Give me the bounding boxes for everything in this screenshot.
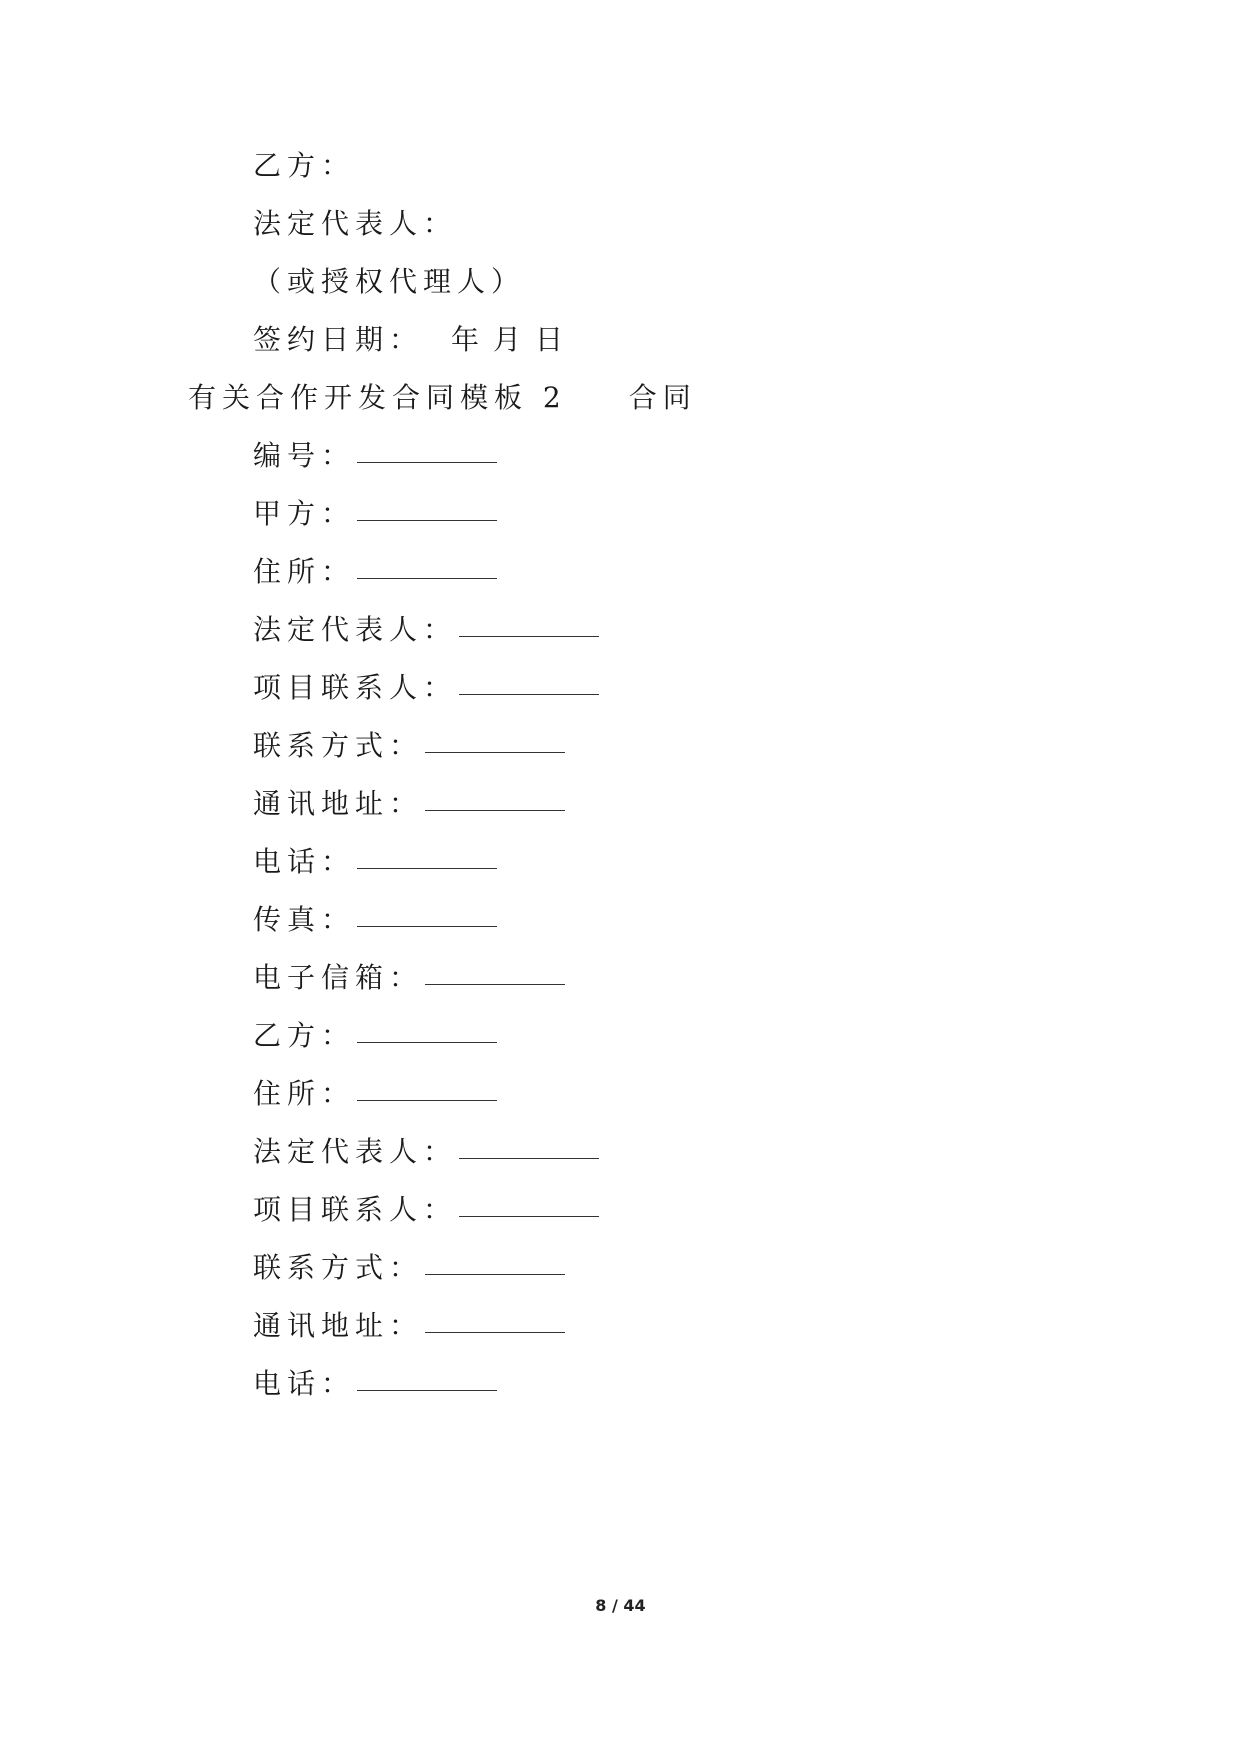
blank-line — [425, 956, 565, 985]
blank-line — [425, 724, 565, 753]
field-row — [253, 552, 497, 592]
date-year: 年 — [451, 323, 486, 356]
date-day: 日 — [535, 323, 570, 356]
sign-date-label: 签约日期： — [253, 323, 424, 356]
field-row — [253, 1364, 497, 1404]
blank-line — [357, 1072, 497, 1101]
blank-line — [357, 1014, 497, 1043]
page-number: 8 / 44 — [595, 1596, 646, 1615]
field-row — [253, 1190, 599, 1230]
field-row — [253, 610, 599, 650]
field-label: 法定代表人： — [253, 1135, 458, 1168]
field-row — [253, 726, 565, 766]
blank-line — [357, 840, 497, 869]
field-row — [253, 668, 599, 708]
field-label: 法定代表人： — [253, 613, 458, 646]
field-label: 联系方式： — [253, 1251, 424, 1284]
field-row — [253, 494, 497, 534]
field-row — [253, 842, 497, 882]
field-label: 通讯地址： — [253, 1309, 424, 1342]
field-label: 甲方： — [253, 497, 356, 530]
section-title-suffix: 合同 — [628, 381, 697, 414]
field-label: 项目联系人： — [253, 671, 458, 704]
date-month: 月 — [493, 323, 528, 356]
section-title-text: 有关合作开发合同模板 2 — [188, 381, 567, 414]
blank-line — [357, 492, 497, 521]
blank-line — [459, 1188, 599, 1217]
authorized-agent-label — [253, 262, 525, 302]
blank-line — [459, 666, 599, 695]
blank-line — [357, 1362, 497, 1391]
blank-line — [425, 782, 565, 811]
field-label: 通讯地址： — [253, 787, 424, 820]
field-label: 电话： — [253, 1367, 356, 1400]
legal-rep-label — [253, 204, 457, 244]
field-row — [253, 1132, 599, 1172]
field-row — [253, 1016, 497, 1056]
blank-line — [425, 1246, 565, 1275]
party-b-label — [253, 146, 355, 186]
field-row — [253, 1074, 497, 1114]
field-label: 住所： — [253, 555, 356, 588]
field-label: 住所： — [253, 1077, 356, 1110]
field-row — [253, 900, 497, 940]
blank-line — [357, 550, 497, 579]
legal-rep-text: 法定代表人： — [253, 207, 458, 240]
blank-line — [425, 1304, 565, 1333]
blank-line — [459, 608, 599, 637]
field-label: 电子信箱： — [253, 961, 424, 994]
field-row — [253, 784, 565, 824]
blank-line — [459, 1130, 599, 1159]
party-b-text: 乙方： — [253, 149, 356, 182]
field-label: 编号： — [253, 439, 356, 472]
blank-line — [357, 434, 497, 463]
field-row — [253, 436, 497, 476]
field-label: 电话： — [253, 845, 356, 878]
sign-date-line — [253, 320, 569, 360]
field-label: 传真： — [253, 903, 356, 936]
field-row — [253, 1248, 565, 1288]
blank-line — [357, 898, 497, 927]
authorized-agent-text: （或授权代理人） — [253, 265, 526, 298]
section-title — [188, 378, 697, 418]
field-label: 项目联系人： — [253, 1193, 458, 1226]
field-row — [253, 1306, 565, 1346]
field-row — [253, 958, 565, 998]
field-label: 乙方： — [253, 1019, 356, 1052]
field-label: 联系方式： — [253, 729, 424, 762]
